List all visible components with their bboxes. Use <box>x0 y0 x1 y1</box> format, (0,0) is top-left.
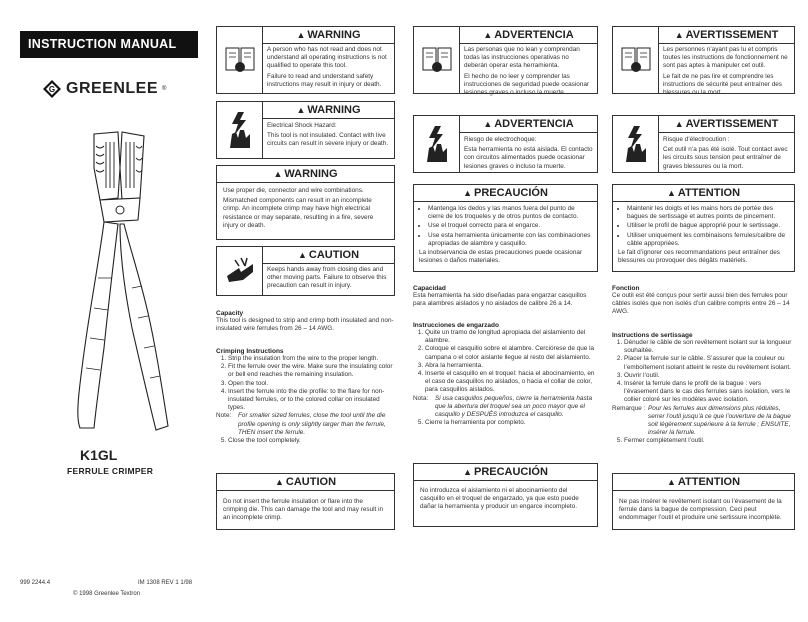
manual-banner: INSTRUCTION MANUAL <box>20 31 198 58</box>
manual-reading-icon <box>414 27 460 93</box>
attention-box <box>612 184 795 272</box>
engarzado-section <box>413 322 599 427</box>
warning-header: ▲ ADVERTENCIA <box>460 27 597 44</box>
warning-text: Les personnes n’ayant pas lu et compris toutes les instructions de fonctionnement ne sont pas aptes à manipuler cet outil. <box>663 46 788 70</box>
warning-text: Cet outil n’a pas été isolé. Tout contact avec les circuits sous tension peut entraîner de graves blessures ou la mort. <box>663 146 788 170</box>
svg-text:G: G <box>48 85 56 94</box>
steps-list <box>612 339 796 405</box>
electric-shock-hand-icon <box>613 116 659 172</box>
electric-shock-hand-icon <box>414 116 460 172</box>
brand-logo: G GREENLEE ® <box>42 78 166 100</box>
caution-text: Le fait d’ignorer ces recommandations peut entraîner des blessures ou provoquer des dégâts matériels. <box>618 249 780 265</box>
list-item: 5. Close the tool completely. <box>228 437 396 445</box>
list-item: 1. Quite un tramo de longitud apropiada del aislamiento del alambre. <box>425 329 599 345</box>
section-title: Capacidad <box>413 285 446 292</box>
note <box>413 395 599 420</box>
caution-header: ▲ ATTENTION <box>613 185 794 202</box>
warning-header: ▲ AVERTISSEMENT <box>659 27 794 44</box>
note-text: Si usa casquillos pequeños, cierre la herramienta hasta que la abertura del troquel sea un poco mayor que el casquillo y DESPUÉS introduzca el casquillo. <box>435 394 593 419</box>
greenlee-mark-icon <box>42 79 62 99</box>
warning-read-instructions-box <box>216 26 395 94</box>
list-item: 2. Fit the ferrule over the wire. Make sure the insulating color or bell end reaches the remaining insulation. <box>228 363 396 379</box>
list-item: 4. Insérer la ferrule dans le profil de la bague : vers l’évasement dans le cas des ferrules sans isolation, vers le collier coloré sur les modèles avec isolation. <box>624 380 796 405</box>
caution-header: ▲ PRECAUCIÓN <box>414 464 597 481</box>
model-number: K1GL <box>80 447 118 463</box>
list-item: 5. Fermer complètement l’outil. <box>624 437 796 445</box>
caution-text: Ne pas insérer le revêtement isolant ou l’évasement de la ferrule dans la bague de compression. Ceci peut endommager l’outil et produire une sertissure incomplète. <box>619 498 782 522</box>
avertissement-lire-box <box>612 26 795 97</box>
note <box>216 412 396 437</box>
warning-text: El hecho de no leer y comprender las instrucciones de seguridad puede ocasionar lesiones graves o incluso la muerte. <box>464 72 590 97</box>
electric-shock-hand-icon <box>217 102 263 158</box>
caution-text: Keeps hands away from closing dies and other moving parts. Failure to observe this precaution can result in injury. <box>267 266 387 290</box>
list-item: 1. Strip the insulation from the wire to the proper length. <box>228 355 396 363</box>
precaucion-insercion-box <box>413 463 598 527</box>
section-title: Fonction <box>612 285 640 292</box>
steps-list <box>216 437 396 445</box>
note-text: For smaller sized ferrules, close the tool until the die profile opening is only slightly larger than the ferrule, THEN insert the ferrule. <box>238 412 386 436</box>
warning-text: Failure to read and understand safety instructions may result in injury or death. <box>267 72 382 88</box>
caution-text: Do not insert the ferrule insulation or flare into the crimping die. This can damage the tool and may result in an incomplete crimp. <box>223 498 384 522</box>
warning-text: Mismatched components can result in an incomplete crimp. An incomplete crimp may have high electrical resistance or may separate, resulting in a fire, severe injury or death. <box>223 197 374 229</box>
capacity-section <box>216 310 396 333</box>
caution-header: ▲ ATTENTION <box>613 474 794 491</box>
copyright-text: © 1998 Greenlee Textron <box>73 591 141 597</box>
note-label: Nota: <box>413 394 429 402</box>
note-label: Note: <box>216 412 232 420</box>
part-number: 999 2244.4 <box>20 580 51 586</box>
warning-header: ▲ WARNING <box>217 166 394 183</box>
manual-reading-icon <box>217 27 263 93</box>
list-item: 2. Coloque el casquillo sobre el alambre. Cerciórese de que la campana o el color aislante llegue al resto del aislamiento. <box>425 345 599 361</box>
warning-text: Le fait de ne pas lire et comprendre les instructions de sécurité peut entraîner des blessures ou la mort. <box>663 72 783 97</box>
capacidad-section <box>413 285 599 308</box>
warning-text: This tool is not insulated. Contact with live circuits can result in severe injury or death. <box>267 132 389 148</box>
caution-header: ▲ PRECAUCIÓN <box>414 185 597 202</box>
section-title: Capacity <box>216 310 244 317</box>
list-item: • Mantenga los dedos y las manos fuera del punto de cierre de los troqueles y de otros puntos de contacto. <box>428 205 592 221</box>
list-item: • Maintenir les doigts et les mains hors de portée des bagues de sertissage et autres points de pincement. <box>627 205 789 221</box>
advertencia-electrochoque-box <box>413 115 598 173</box>
steps-list <box>413 419 599 427</box>
caution-header: ▲ CAUTION <box>263 247 394 264</box>
avertissement-electrocution-box <box>612 115 795 173</box>
steps-list <box>216 355 396 412</box>
sertissage-section <box>612 332 796 446</box>
list-item: 3. Open the tool. <box>228 380 396 388</box>
warning-text: Risque d’électrocution : <box>663 136 730 143</box>
warning-header: ▲ ADVERTENCIA <box>460 116 597 133</box>
attention-insertion-box <box>612 473 795 530</box>
warning-text: A person who has not read and does not understand all operating instructions is not qualified to operate this tool. <box>267 46 387 70</box>
warning-electric-shock-box <box>216 101 395 159</box>
warning-text: Electrical Shock Hazard: <box>267 122 337 129</box>
caution-header: ▲ CAUTION <box>217 474 394 491</box>
fonction-section <box>612 285 796 317</box>
section-text: Ce outil est été conçus pour sertir aussi bien des ferrules pour câbles isolés que non isolés d’un calibre compris entre 26 – 14 AWG. <box>612 292 790 316</box>
caution-insertion-box <box>216 473 395 530</box>
warning-header: ▲ AVERTISSEMENT <box>659 116 794 133</box>
list-item: 1. Dénuder le câble de son revêtement isolant sur la longueur souhaitée. <box>624 339 796 355</box>
bullet-list <box>618 205 789 248</box>
warning-header: ▲ WARNING <box>263 102 394 119</box>
precaucion-box <box>413 184 598 272</box>
steps-list <box>413 329 599 395</box>
list-item: 4. Insert the ferrule into the die profile: to the flare for non-insulated ferrules, or to the colored collar on insulated types. <box>228 388 396 413</box>
note-text: Pour les ferrules aux dimensions plus réduites, serrer l’outil jusqu’à ce que l’ouverture de la bague soit légèrement supérieure à la ferrule ; ENSUITE, insérer la ferrule. <box>648 404 791 437</box>
list-item: 4. Inserte el casquillo en el troquel: hacia el abocinamiento, en el caso de casquillos no aislados, o hacia el collar de color, para casquillos aislados. <box>425 370 599 395</box>
bullet-list <box>419 205 592 248</box>
product-name: FERRULE CRIMPER <box>67 466 154 476</box>
note-label: Remarque : <box>612 404 646 412</box>
warning-text: Las personas que no lean y comprendan todas las instrucciones operativas no deberán operar esta herramienta. <box>464 46 580 70</box>
manual-reading-icon <box>613 27 659 93</box>
warning-text: Use proper die, connector and wire combinations. <box>223 187 364 194</box>
section-text: Esta herramienta ha sido diseñadas para engarzar casquillos para alambres aislados y no aislados de calibre 26 a 14. <box>413 292 587 308</box>
list-item: 5. Cierre la herramienta por completo. <box>425 419 599 427</box>
list-item: 2. Placer la ferrule sur le câble. S’assurer que la couleur ou l’emboîtement isolant atteint le reste du revêtement isolant. <box>624 355 796 371</box>
list-item: • Use esta herramienta únicamente con las combinaciones apropiadas de alambre y casquillo. <box>428 232 592 248</box>
hand-pinch-icon <box>217 247 263 295</box>
list-item: 3. Ouvrir l’outil. <box>624 372 796 380</box>
list-item: 3. Abra la herramienta. <box>425 362 599 370</box>
steps-list <box>612 437 796 445</box>
brand-name: GREENLEE <box>66 80 159 97</box>
caution-hands-box <box>216 246 395 296</box>
section-text: This tool is designed to strip and crimp both insulated and non-insulated wire ferrules from 26 – 14 AWG. <box>216 317 394 333</box>
section-title: Instrucciones de engarzado <box>413 322 499 329</box>
list-item: • Utiliser le profil de bague approprié pour le sertissage. <box>627 222 789 230</box>
warning-header: ▲ WARNING <box>263 27 394 44</box>
crimping-instructions-section <box>216 348 396 445</box>
section-title: Instructions de sertissage <box>612 332 693 339</box>
warning-proper-die-box <box>216 165 395 240</box>
list-item: • Utiliser uniquement les combinaisons ferrules/calibre de câble appropriées. <box>627 232 789 248</box>
warning-text: Riesgo de electrochoque: <box>464 136 537 143</box>
advertencia-leer-box <box>413 26 598 97</box>
caution-text: La inobservancia de estas precauciones puede ocasionar lesiones o daños materiales. <box>419 249 583 265</box>
ferrule-crimper-illustration <box>60 128 178 438</box>
caution-text: No introduzca el aislamiento ni el abocinamiento del casquillo en el troquel de engarzado, ya que esto puede dañar la herramienta y producir un engarce incompleto. <box>420 487 579 511</box>
im-revision: IM 1308 REV 1 1/98 <box>138 580 193 586</box>
warning-text: Esta herramienta no está aislada. El contacto con circuitos alimentados puede ocasionar lesiones graves o incluso la muerte. <box>464 146 593 170</box>
note <box>612 405 796 438</box>
section-title: Crimping Instructions <box>216 348 284 355</box>
list-item: • Use el troquel correcto para el engarce. <box>428 222 592 230</box>
